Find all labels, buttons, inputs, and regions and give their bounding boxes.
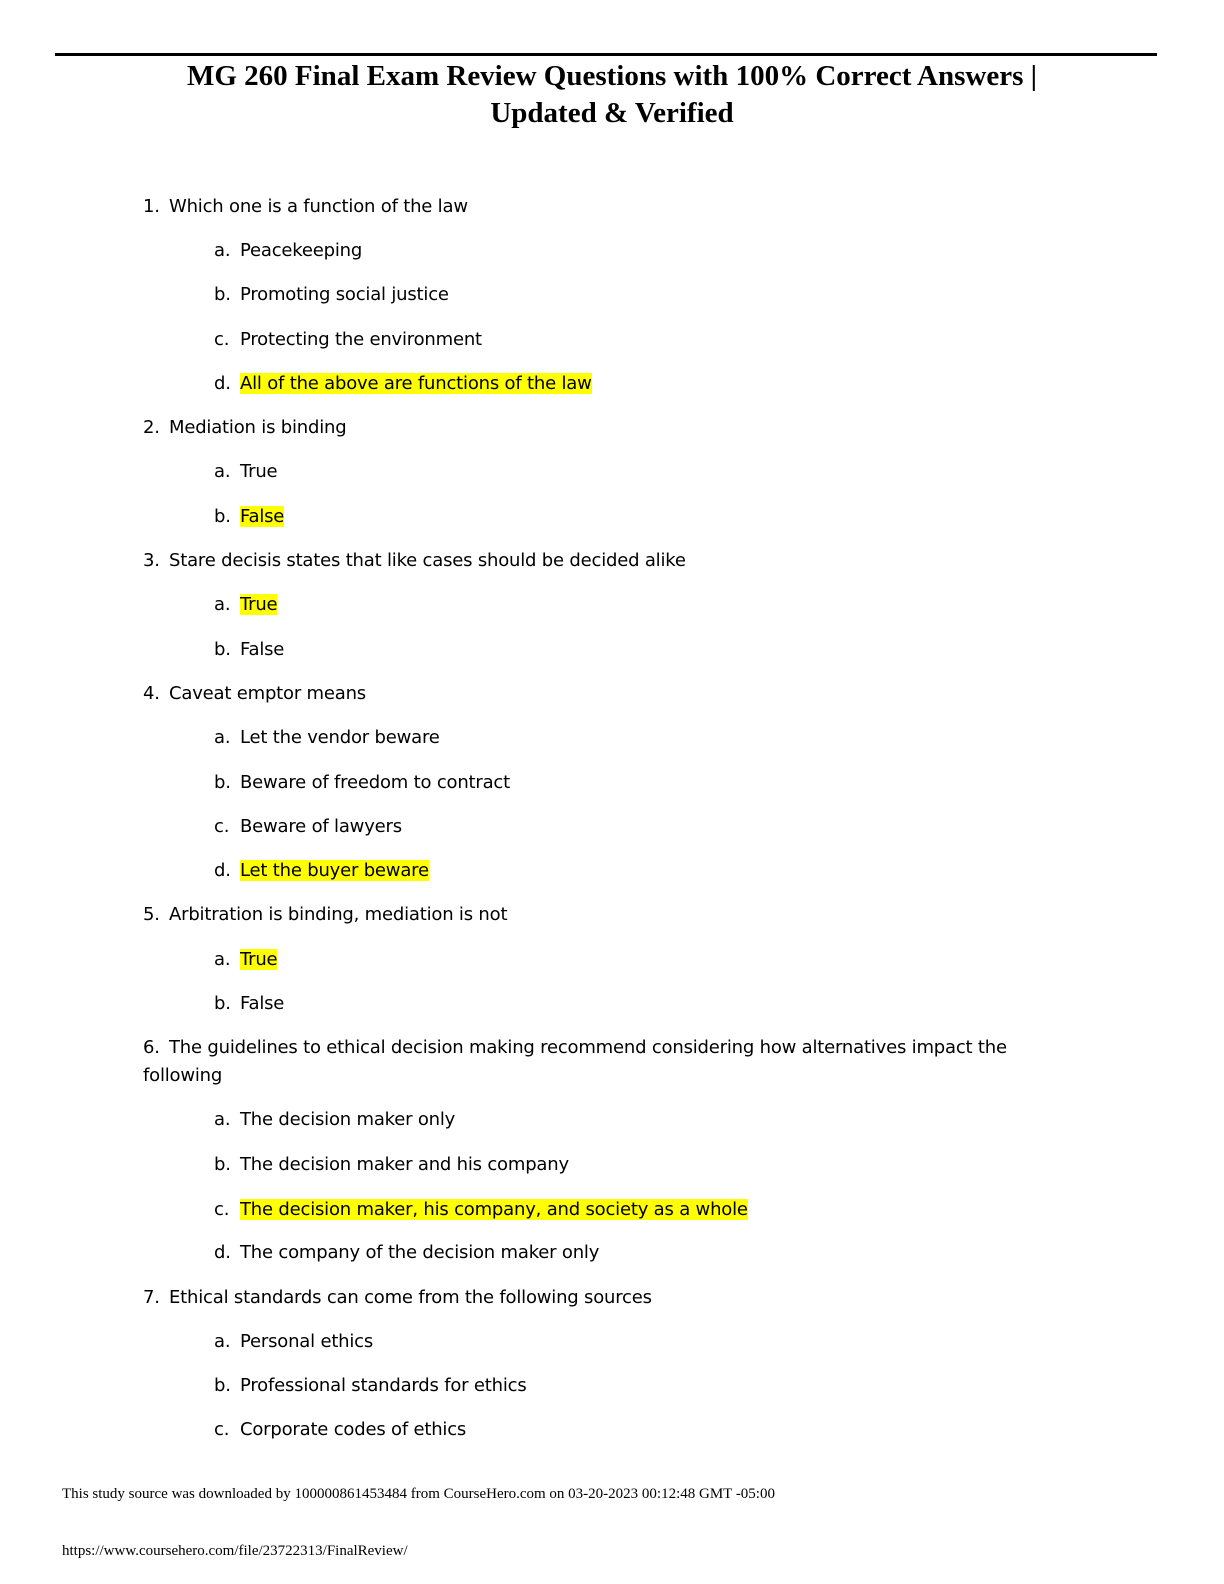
highlighted-answer: The decision maker, his company, and society as a whole [240,1199,748,1220]
option-text: Peacekeeping [240,240,363,261]
option-letter: b. [214,1375,231,1396]
option-text: The decision maker only [240,1109,456,1130]
question-text-line-1: The guidelines to ethical decision making recommend considering how alternatives impact the [169,1037,1007,1058]
option-text: True [240,461,278,482]
question-4 [143,680,366,708]
option-2a [214,458,277,486]
question-text: Ethical standards can come from the following sources [169,1287,652,1308]
question-text: Arbitration is binding, mediation is not [169,904,508,925]
question-text: Which one is a function of the law [169,196,468,217]
option-letter: a. [214,1109,231,1130]
highlighted-answer: True [240,949,278,970]
option-letter: c. [214,1199,230,1220]
source-url[interactable]: https://www.coursehero.com/file/23722313/FinalReview/ [62,1543,408,1559]
option-4b [214,769,510,797]
option-7a [214,1328,373,1356]
option-letter: d. [214,1242,231,1263]
option-text: Personal ethics [240,1331,374,1352]
option-text: Corporate codes of ethics [240,1419,467,1440]
option-letter: b. [214,1154,231,1175]
option-text: Beware of freedom to contract [240,772,510,793]
option-text: Protecting the environment [240,329,482,350]
question-5 [143,901,507,929]
option-text: Professional standards for ethics [240,1375,527,1396]
option-letter: d. [214,373,231,394]
option-6a [214,1106,455,1134]
option-3a [214,591,277,619]
question-number: 5. [143,904,160,925]
option-3b [214,636,284,664]
question-1 [143,193,468,221]
option-letter: c. [214,329,230,350]
option-text: False [240,993,285,1014]
option-4d [214,857,429,885]
question-7 [143,1284,652,1312]
option-2b [214,503,284,531]
option-letter: a. [214,594,231,615]
option-letter: b. [214,284,231,305]
option-letter: a. [214,727,231,748]
option-1d [214,370,592,398]
highlighted-answer: False [240,506,285,527]
option-6c [214,1196,748,1224]
question-text: Mediation is binding [169,417,347,438]
question-number: 2. [143,417,160,438]
option-letter: b. [214,639,231,660]
option-text: Beware of lawyers [240,816,402,837]
document-title [0,58,1224,132]
option-1b [214,281,449,309]
option-1c [214,326,482,354]
option-letter: b. [214,993,231,1014]
option-text: Promoting social justice [240,284,449,305]
option-letter: d. [214,860,231,881]
question-3 [143,547,686,575]
top-rule [55,53,1157,56]
question-2 [143,414,346,442]
option-letter: c. [214,816,230,837]
option-text: False [240,639,285,660]
question-number: 3. [143,550,160,571]
question-number: 1. [143,196,160,217]
option-7b [214,1372,527,1400]
question-number: 4. [143,683,160,704]
option-6b [214,1151,569,1179]
question-6 [143,1034,1007,1090]
option-letter: a. [214,1331,231,1352]
option-5a [214,946,277,974]
option-text: The company of the decision maker only [240,1242,600,1263]
option-4a [214,724,440,752]
title-line-2: Updated & Verified [490,97,734,129]
option-letter: a. [214,240,231,261]
option-letter: a. [214,461,231,482]
option-letter: b. [214,506,231,527]
option-1a [214,237,362,265]
highlighted-answer: Let the buyer beware [240,860,429,881]
question-text-line-2: following [143,1065,223,1086]
option-letter: b. [214,772,231,793]
question-text: Caveat emptor means [169,683,366,704]
option-5b [214,990,284,1018]
option-7c [214,1416,466,1444]
question-text: Stare decisis states that like cases should be decided alike [169,550,686,571]
question-number: 6. [143,1037,160,1058]
option-4c [214,813,402,841]
title-line-1: MG 260 Final Exam Review Questions with 100% Correct Answers | [186,60,1037,92]
highlighted-answer: All of the above are functions of the law [240,373,592,394]
option-6d [214,1239,599,1267]
option-text: The decision maker and his company [240,1154,569,1175]
question-number: 7. [143,1287,160,1308]
download-source-note: This study source was downloaded by 100000861453484 from CourseHero.com on 03-20-2023 00:12:48 GMT -05:00 [62,1486,775,1502]
option-text: Let the vendor beware [240,727,440,748]
option-letter: c. [214,1419,230,1440]
option-letter: a. [214,949,231,970]
highlighted-answer: True [240,594,278,615]
